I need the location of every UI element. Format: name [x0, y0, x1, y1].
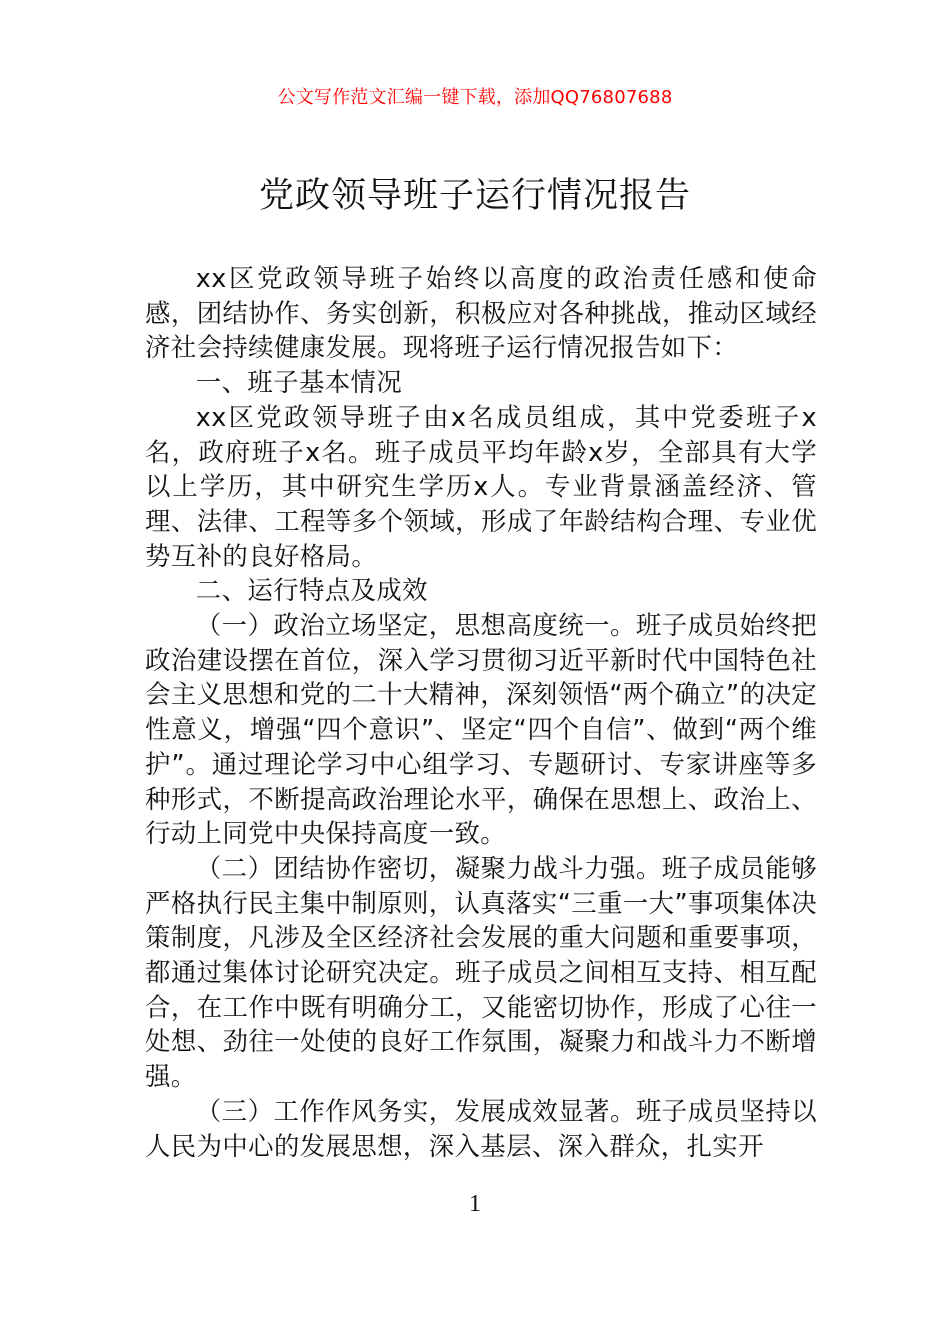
document-body: [145, 261, 817, 1163]
intro-paragraph: xx区党政领导班子始终以高度的政治责任感和使命感，团结协作、务实创新，积极应对各种挑战，推动区域经济社会持续健康发展。现将班子运行情况报告如下：: [145, 263, 817, 363]
page-number: 1: [469, 1191, 481, 1217]
section-heading-basic-info: 一、班子基本情况: [195, 367, 403, 398]
work-style-paragraph: （三）工作作风务实，发展成效显著。班子成员坚持以人民为中心的发展思想，深入基层、深入群众，扎实开: [145, 1095, 817, 1161]
political-stance-paragraph: （一）政治立场坚定，思想高度统一。班子成员始终把政治建设摆在首位，深入学习贯彻习近平新时代中国特色社会主义思想和党的二十大精神，深刻领悟“两个确立”的决定性意义，增强“四个意识”、坚定“四个自信”、做到“两个维护”。通过理论学习中心组学习、专题研讨、专家讲座等多种形式，不断提高政治理论水平，确保在思想上、政治上、行动上同党中央保持高度一致。: [145, 610, 817, 849]
document-title: 党政领导班子运行情况报告: [258, 176, 691, 216]
basic-info-paragraph: xx区党政领导班子由x名成员组成，其中党委班子x名，政府班子x名。班子成员平均年龄x岁，全部具有大学以上学历，其中研究生学历x人。专业背景涵盖经济、管理、法律、工程等多个领域，形成了年龄结构合理、专业优势互补的良好格局。: [145, 401, 817, 571]
teamwork-paragraph: （二）团结协作密切，凝聚力战斗力强。班子成员能够严格执行民主集中制原则，认真落实“三重一大”事项集体决策制度，凡涉及全区经济社会发展的重大问题和重要事项，都通过集体讨论研究决定。班子成员之间相互支持、相互配合，在工作中既有明确分工，又能密切协作，形成了心往一处想、劲往一处使的良好工作氛围，凝聚力和战斗力不断增强。: [145, 852, 817, 1092]
section-heading-features: 二、运行特点及成效: [195, 575, 428, 606]
download-notice: 公文写作范文汇编一键下载，添加QQ76807688: [277, 87, 673, 108]
